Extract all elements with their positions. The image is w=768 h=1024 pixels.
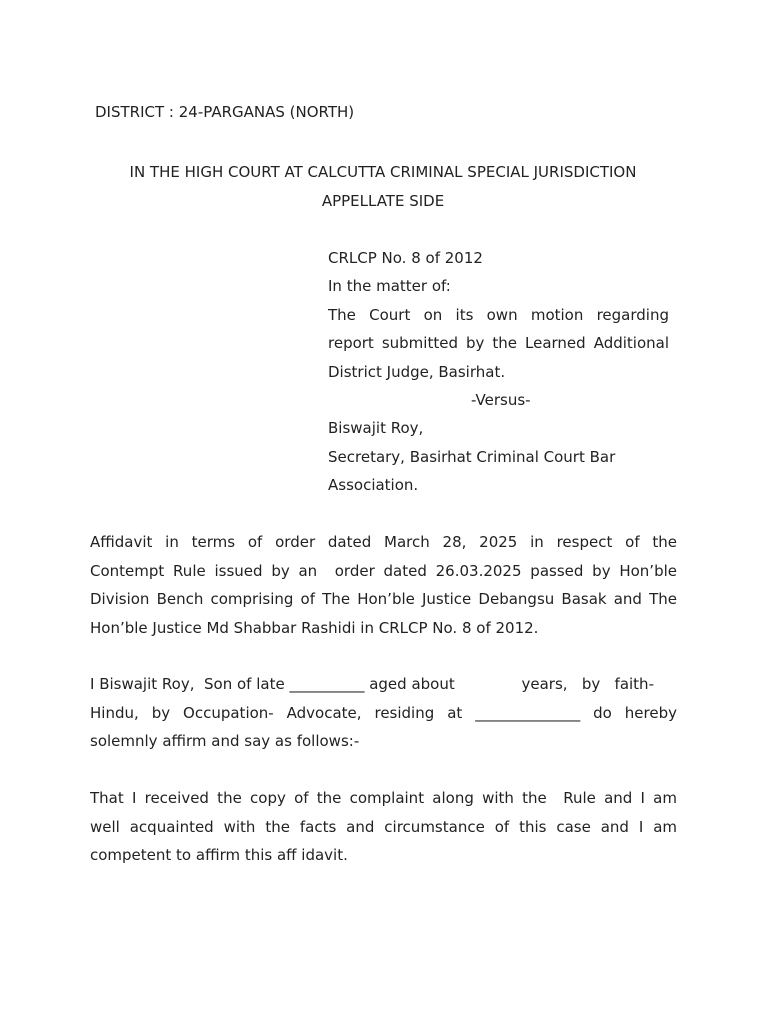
paragraph-line: well acquainted with the facts and circumstance of this case and I am xyxy=(90,817,677,836)
court-heading xyxy=(90,158,676,215)
respondent-designation: Association. xyxy=(328,476,419,495)
matter-description-line: District Judge, Basirhat. xyxy=(328,362,506,381)
affidavit-intro-paragraph xyxy=(90,528,677,642)
matter-description-line: The Court on its own motion regarding xyxy=(328,305,669,324)
matter-description-line: report submitted by the Learned Additional xyxy=(328,334,669,353)
paragraph-line: competent to affirm this aff idavit. xyxy=(90,846,348,864)
paragraph-line: That I received the copy of the complaint along with the Rule and I am xyxy=(90,789,677,807)
case-caption xyxy=(328,244,669,500)
court-title: IN THE HIGH COURT AT CALCUTTA CRIMINAL SPECIAL JURISDICTION xyxy=(129,163,637,181)
deponent-paragraph xyxy=(90,670,677,756)
respondent-name: Biswajit Roy, xyxy=(328,419,424,438)
statement-paragraph xyxy=(90,784,677,870)
district-heading: DISTRICT : 24-PARGANAS (NORTH) xyxy=(95,103,355,121)
paragraph-line: Hon’ble Justice Md Shabbar Rashidi in CRLCP No. 8 of 2012. xyxy=(90,618,539,637)
paragraph-line: Contempt Rule issued by an order dated 26.03.2025 passed by Hon’ble xyxy=(90,561,677,580)
paragraph-line: solemnly affirm and say as follows:- xyxy=(90,732,360,750)
paragraph-line: Division Bench comprising of The Hon’ble Justice Debangsu Basak and The xyxy=(90,590,677,608)
versus-label: -Versus- xyxy=(471,391,531,410)
case-number: CRLCP No. 8 of 2012 xyxy=(328,249,483,267)
paragraph-line: I Biswajit Roy, Son of late __________ aged about years, by faith- xyxy=(90,675,654,693)
court-side: APPELLATE SIDE xyxy=(321,191,445,210)
in-the-matter-of: In the matter of: xyxy=(328,277,451,296)
paragraph-line: Hindu, by Occupation- Advocate, residing at ______________ do hereby xyxy=(90,703,677,722)
paragraph-line: Affidavit in terms of order dated March 28, 2025 in respect of the xyxy=(90,533,677,551)
respondent-designation: Secretary, Basirhat Criminal Court Bar xyxy=(328,447,616,466)
